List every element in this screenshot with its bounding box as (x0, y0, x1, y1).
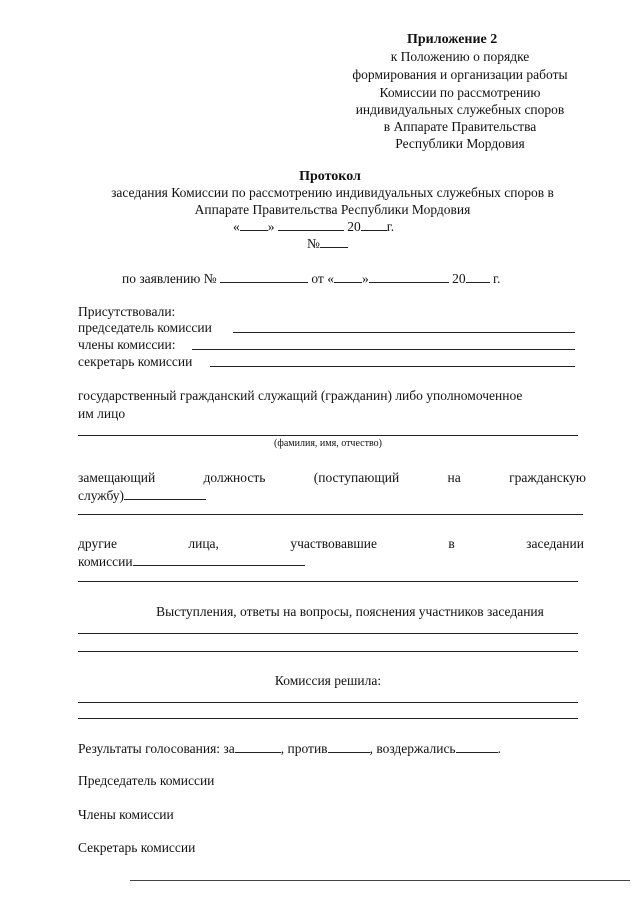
present-members-label: члены комиссии: (78, 337, 176, 352)
position-extra-line[interactable] (78, 514, 583, 515)
others-line-1 (78, 537, 584, 551)
others-word-2: лица, (188, 536, 219, 551)
others-extra-line[interactable] (78, 581, 578, 582)
application-month-blank[interactable] (369, 271, 449, 283)
date-month-blank[interactable] (278, 219, 344, 231)
others-word-5: заседании (526, 536, 584, 551)
application-line (122, 271, 500, 286)
appendix-line-6: Республики Мордовия (395, 136, 525, 151)
application-day-blank[interactable] (334, 271, 362, 283)
present-secretary-label: секретарь комиссии (78, 354, 193, 369)
application-from: от « (311, 271, 334, 286)
voting-against-blank[interactable] (328, 741, 370, 753)
application-year: 20 (452, 271, 466, 286)
position-blank[interactable] (124, 488, 206, 500)
application-quote-close: » (361, 271, 369, 286)
appendix-line-4: индивидуальных служебных споров (355, 102, 565, 117)
application-year-blank[interactable] (466, 271, 490, 283)
date-close-quote: » (267, 219, 275, 234)
others-word-1: другие (78, 536, 117, 551)
others-word-3: участвовавшие (290, 536, 377, 551)
decision-line-2[interactable] (78, 718, 578, 719)
protocol-title: Протокол (299, 169, 361, 184)
civil-servant-name-line[interactable] (78, 435, 578, 436)
appendix-line-3: Комиссии по рассмотрению (379, 85, 541, 100)
position-word-4: на (447, 470, 461, 485)
protocol-date (233, 219, 394, 234)
voting-end: . (497, 741, 501, 756)
signature-chair: Председатель комиссии (78, 773, 215, 788)
voting-abstained-blank[interactable] (456, 741, 498, 753)
position-line-1 (78, 471, 586, 485)
others-line-2 (78, 554, 305, 569)
present-chair-line[interactable] (233, 332, 575, 333)
decision-heading: Комиссия решила: (274, 673, 382, 688)
protocol-number-blank[interactable] (320, 236, 348, 248)
protocol-subtitle-1: заседания Комиссии по рассмотрению индивидуальных служебных споров в (111, 185, 554, 200)
appendix-line-2: формирования и организации работы (352, 67, 568, 82)
voting-label: Результаты голосования: за (78, 741, 235, 756)
appendix-line-1: к Положению о порядке (390, 49, 530, 64)
date-suffix: г. (386, 219, 395, 234)
others-commission-label: комиссии (78, 554, 133, 569)
present-heading: Присутствовали: (78, 304, 176, 319)
voting-for-blank[interactable] (235, 741, 281, 753)
date-year-blank[interactable] (361, 219, 387, 231)
speeches-line-2[interactable] (78, 651, 578, 652)
present-chair-label: председатель комиссии (78, 320, 212, 335)
number-label: № (307, 236, 320, 251)
voting-against-label: , против (280, 741, 328, 756)
civil-servant-line-2: им лицо (78, 406, 126, 421)
position-service-label: службу) (78, 488, 125, 503)
civil-servant-caption: (фамилия, имя, отчество) (274, 438, 382, 449)
signature-secretary: Секретарь комиссии (78, 840, 196, 855)
position-line-2 (78, 488, 206, 503)
decision-line-1[interactable] (78, 702, 578, 703)
voting-results (78, 741, 501, 756)
civil-servant-line-1: государственный гражданский служащий (гражданин) либо уполномоченное (78, 388, 523, 403)
position-word-1: замещающий (78, 470, 156, 485)
others-word-4: в (448, 536, 455, 551)
present-members-line[interactable] (192, 349, 575, 350)
application-suffix: г. (492, 271, 501, 286)
position-word-3: (поступающий (313, 470, 400, 485)
voting-abstained-label: , воздержались (369, 741, 456, 756)
appendix-title: Приложение 2 (407, 32, 498, 47)
application-prefix: по заявлению № (122, 271, 217, 286)
application-number-blank[interactable] (220, 271, 308, 283)
position-word-2: должность (203, 470, 266, 485)
page-bottom-rule (130, 880, 630, 881)
date-open-quote: « (233, 219, 240, 234)
position-word-5: гражданскую (509, 470, 586, 485)
date-day-blank[interactable] (240, 219, 268, 231)
speeches-line-1[interactable] (78, 633, 578, 634)
speeches-heading: Выступления, ответы на вопросы, пояснения участников заседания (156, 604, 544, 619)
signature-members: Члены комиссии (78, 807, 174, 822)
protocol-number (307, 236, 348, 251)
appendix-line-5: в Аппарате Правительства (383, 119, 537, 134)
date-year-prefix: 20 (347, 219, 361, 234)
present-secretary-line[interactable] (210, 366, 575, 367)
protocol-subtitle-2: Аппарате Правительства Республики Мордовия (194, 202, 471, 217)
others-blank[interactable] (133, 554, 305, 566)
